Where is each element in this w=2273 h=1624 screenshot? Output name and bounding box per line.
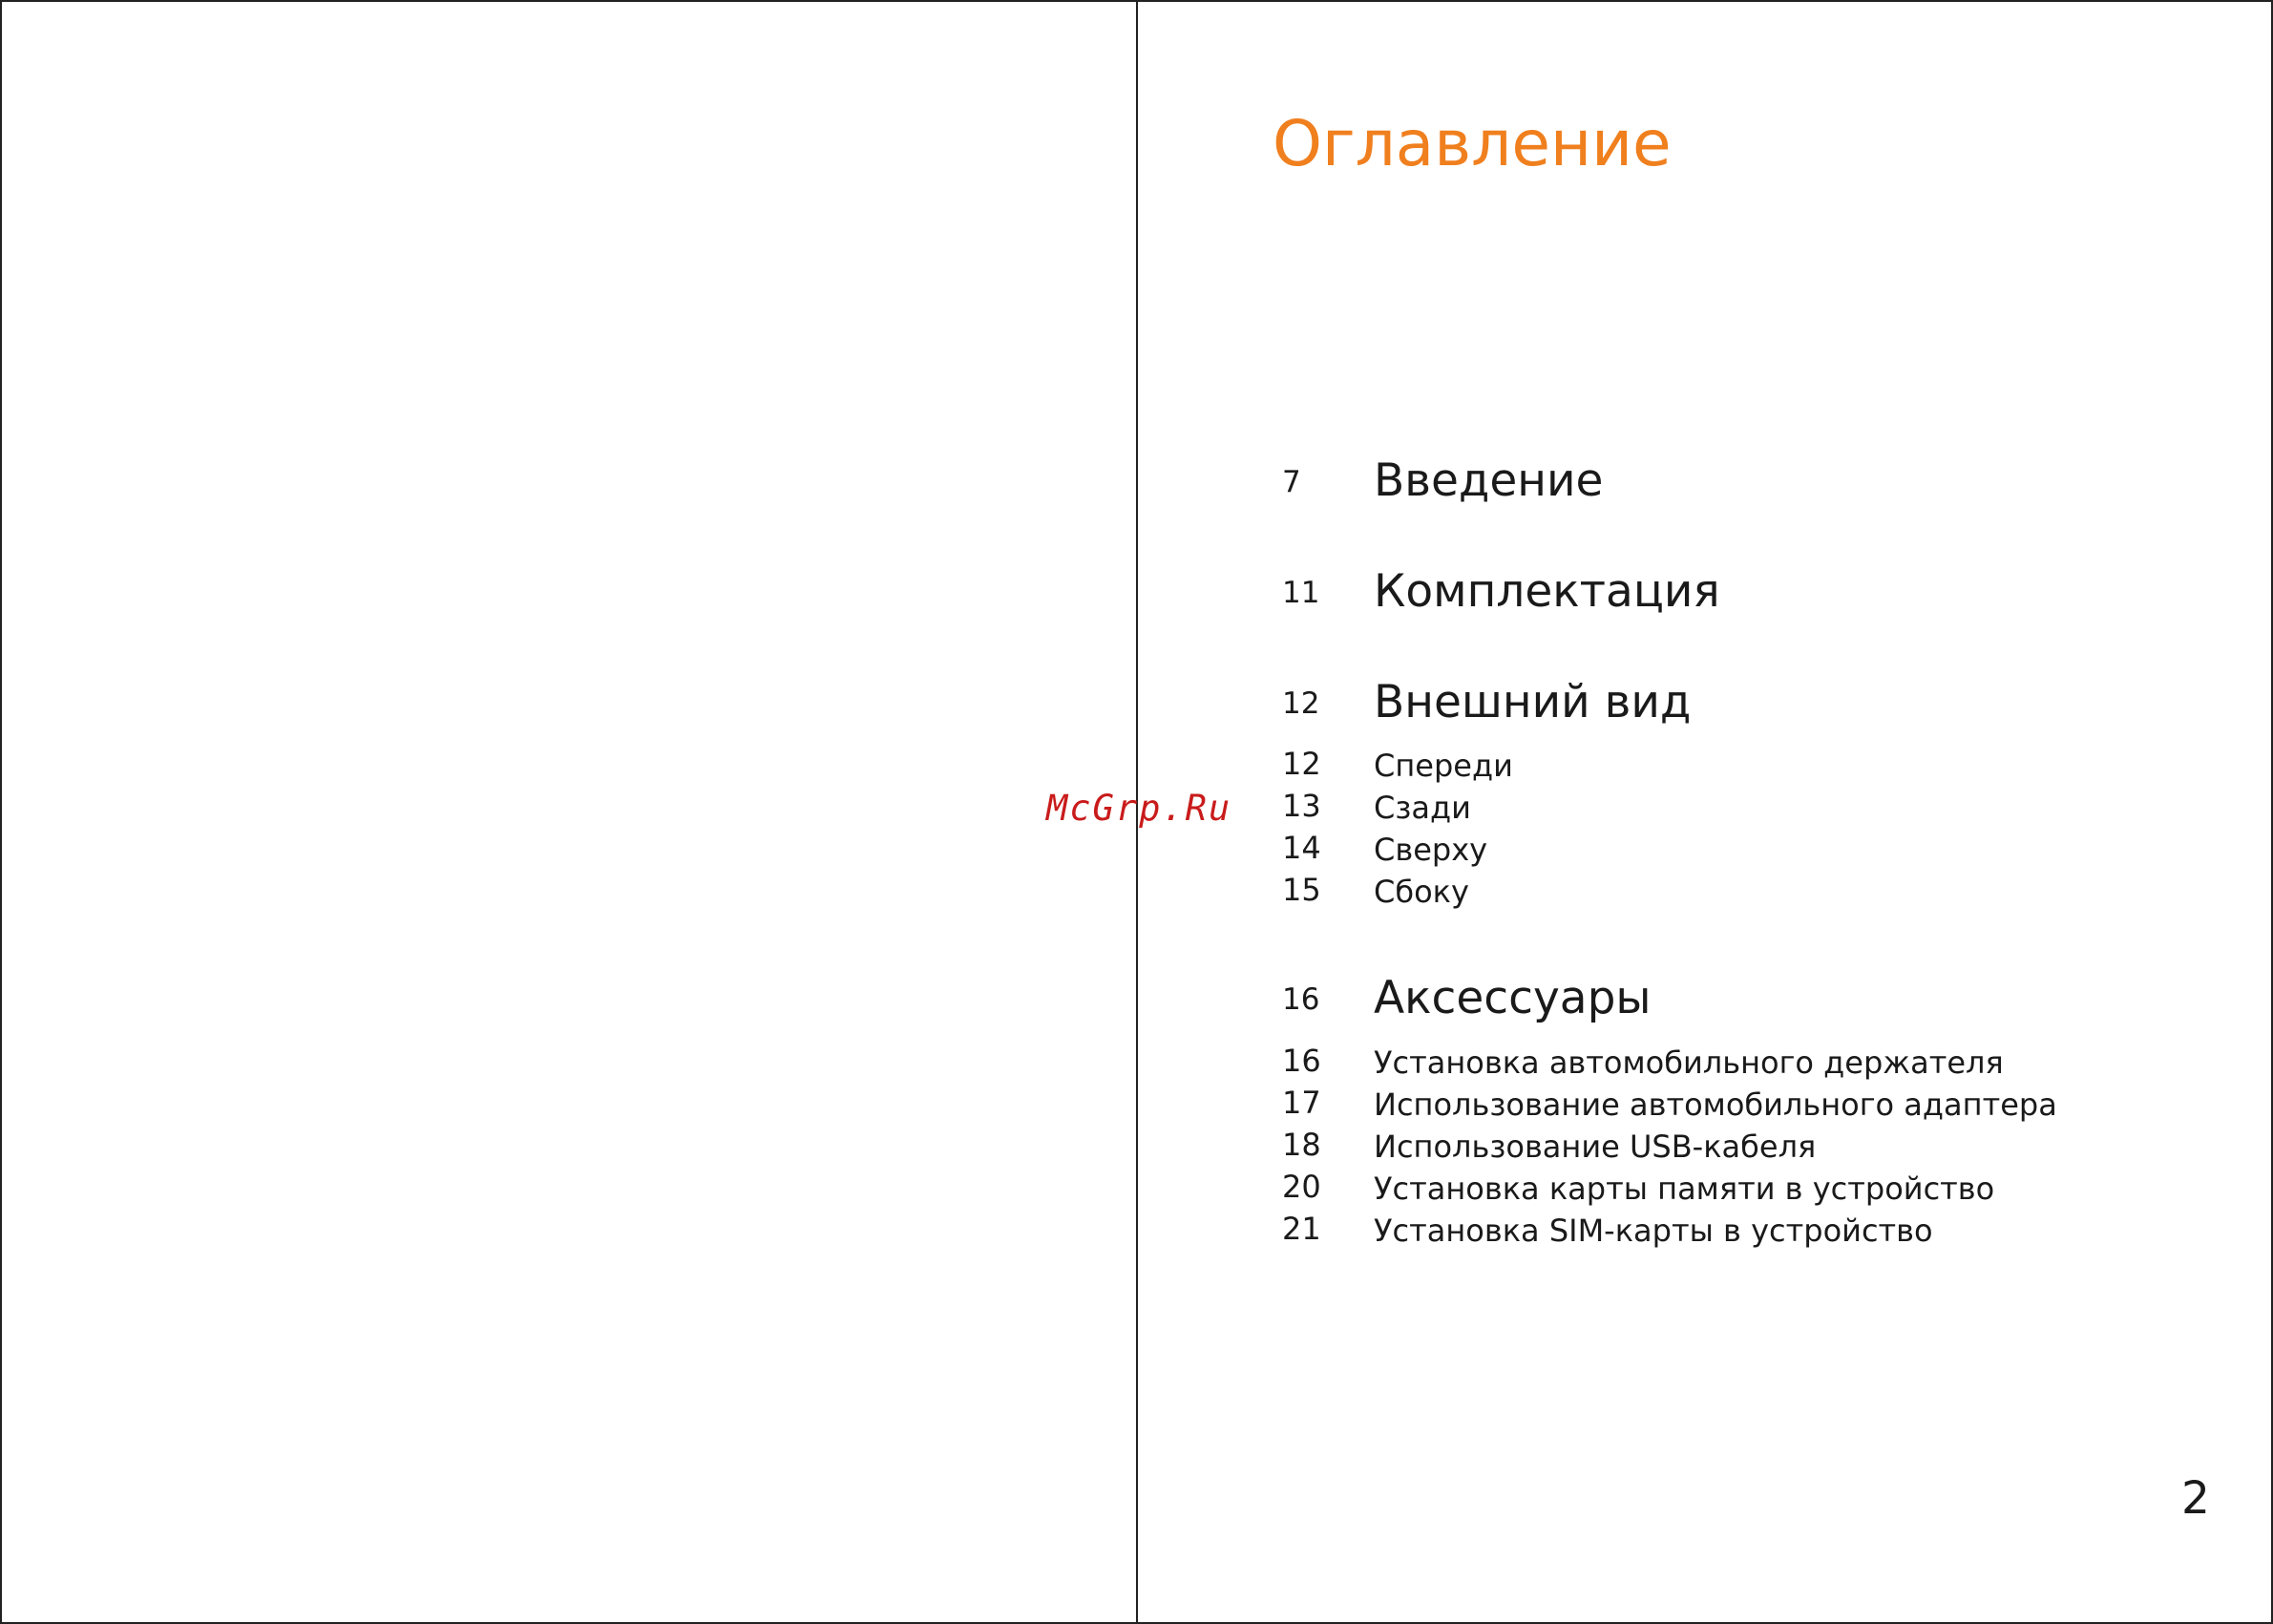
toc-page-number: 11 — [1282, 576, 1320, 610]
toc-label: Установка карты памяти в устройство — [1374, 1171, 1995, 1207]
page-number: 2 — [2181, 1472, 2210, 1525]
watermark: McGrp.Ru — [1046, 788, 1232, 829]
toc-label: Сзади — [1374, 790, 1471, 826]
toc-title: Оглавление — [1273, 107, 1672, 180]
toc-label: Сбоку — [1374, 874, 1469, 910]
toc-page-number: 12 — [1282, 686, 1320, 721]
toc-label: Установка автомобильного держателя — [1374, 1044, 2004, 1081]
toc-page-number: 17 — [1282, 1085, 1321, 1121]
toc-page-number: 16 — [1282, 1043, 1321, 1079]
toc-label: Комплектация — [1374, 565, 1720, 618]
toc-page-number: 16 — [1282, 982, 1320, 1017]
toc-page-number: 7 — [1282, 465, 1301, 499]
toc-label: Внешний вид — [1374, 676, 1692, 728]
toc-label: Спереди — [1374, 748, 1513, 784]
toc-label: Аксессуары — [1374, 972, 1652, 1024]
toc-label: Введение — [1374, 454, 1604, 507]
toc-label: Сверху — [1374, 832, 1488, 868]
toc-page-number: 13 — [1282, 788, 1321, 824]
toc-page-number: 15 — [1282, 872, 1321, 908]
toc-label: Установка SIM-карты в устройство — [1374, 1213, 1933, 1249]
toc-page-number: 14 — [1282, 830, 1321, 866]
toc-label: Использование автомобильного адаптера — [1374, 1086, 2057, 1123]
toc-page-number: 18 — [1282, 1127, 1321, 1163]
toc-page-number: 12 — [1282, 746, 1321, 782]
toc-label: Использование USB-кабеля — [1374, 1128, 1817, 1165]
toc-page-number: 20 — [1282, 1169, 1321, 1205]
toc-page-number: 21 — [1282, 1211, 1321, 1247]
